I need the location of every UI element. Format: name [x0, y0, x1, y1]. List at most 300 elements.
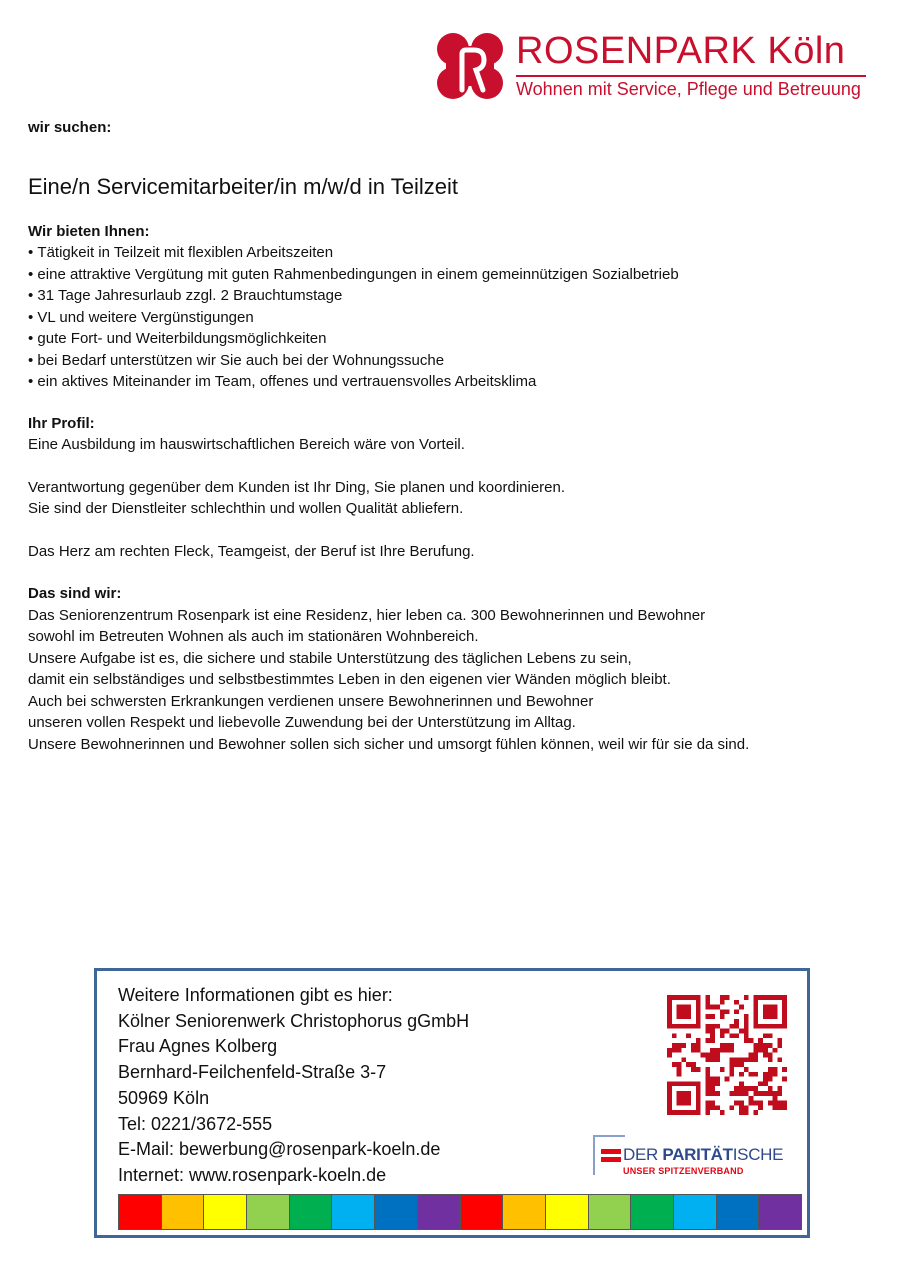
qr-module — [720, 995, 725, 1000]
qr-module — [734, 1024, 739, 1029]
qr-module — [753, 1043, 758, 1048]
qr-module — [696, 1038, 701, 1043]
contact-organization: Kölner Seniorenwerk Christophorus gGmbH — [118, 1010, 470, 1031]
qr-module — [734, 1009, 739, 1014]
qr-module — [677, 1101, 682, 1106]
qr-module — [749, 1086, 754, 1091]
qr-module — [677, 1062, 682, 1067]
qr-module — [777, 1105, 782, 1110]
qr-module — [705, 1005, 710, 1010]
qr-module — [696, 1091, 701, 1096]
qr-module — [667, 1081, 672, 1086]
qr-module — [773, 1096, 778, 1101]
paritaet-name — [623, 1145, 783, 1165]
qr-module — [715, 1081, 720, 1086]
qr-module — [744, 1033, 749, 1038]
rainbow-swatch — [332, 1195, 375, 1229]
qr-module — [720, 1014, 725, 1019]
qr-code-icon[interactable] — [667, 995, 787, 1115]
qr-module — [739, 1072, 744, 1077]
paritaet-equals-icon — [601, 1157, 621, 1162]
qr-module — [753, 1057, 758, 1062]
offer-item: • VL und weitere Vergünstigungen — [28, 307, 878, 329]
qr-module — [773, 1005, 778, 1010]
qr-module — [677, 995, 682, 1000]
qr-module — [729, 1091, 734, 1096]
qr-module — [768, 1067, 773, 1072]
profile-text: Sie sind der Dienstleiter schlechthin und wollen Qualität abliefern. — [28, 500, 464, 517]
qr-module — [768, 1072, 773, 1077]
qr-module — [667, 1009, 672, 1014]
qr-module — [773, 1067, 778, 1072]
qr-module — [705, 1091, 710, 1096]
qr-module — [782, 1000, 787, 1005]
qr-module — [667, 1101, 672, 1106]
contact-intro: Weitere Informationen gibt es hier: — [118, 985, 393, 1005]
qr-module — [749, 1053, 754, 1058]
qr-module — [686, 1009, 691, 1014]
qr-module — [734, 1101, 739, 1106]
qr-module — [763, 1009, 768, 1014]
qr-module — [763, 1072, 768, 1077]
qr-module — [725, 1043, 730, 1048]
contact-street: Bernhard-Feilchenfeld-Straße 3-7 — [118, 1062, 387, 1083]
qr-module — [686, 1081, 691, 1086]
qr-module — [763, 1033, 768, 1038]
contact-person: Frau Agnes Kolberg — [118, 1036, 278, 1057]
qr-module — [758, 1101, 763, 1106]
qr-module — [773, 1091, 778, 1096]
qr-module — [758, 1024, 763, 1029]
qr-module — [691, 995, 696, 1000]
qr-module — [753, 1086, 758, 1091]
qr-module — [753, 1110, 758, 1115]
qr-module — [696, 1009, 701, 1014]
qr-module — [696, 1086, 701, 1091]
offer-list — [28, 242, 878, 393]
qr-module — [763, 1005, 768, 1010]
qr-module — [681, 1081, 686, 1086]
qr-module — [777, 1024, 782, 1029]
qr-module — [744, 1067, 749, 1072]
rainbow-swatch — [290, 1195, 333, 1229]
qr-module — [777, 1086, 782, 1091]
qr-module — [768, 1101, 773, 1106]
qr-module — [729, 1043, 734, 1048]
qr-module — [677, 1096, 682, 1101]
qr-module — [729, 1033, 734, 1038]
qr-module — [705, 1067, 710, 1072]
qr-module — [667, 1005, 672, 1010]
qr-module — [744, 1019, 749, 1024]
qr-module — [782, 1024, 787, 1029]
qr-module — [768, 1009, 773, 1014]
contact-city: 50969 Köln — [118, 1087, 210, 1108]
qr-module — [753, 995, 758, 1000]
offer-item: • Tätigkeit in Teilzeit mit flexiblen Arbeitszeiten — [28, 242, 878, 264]
about-heading: Das sind wir: — [28, 585, 122, 602]
qr-module — [672, 995, 677, 1000]
qr-module — [705, 1038, 710, 1043]
qr-module — [729, 1062, 734, 1067]
qr-module — [672, 1062, 677, 1067]
qr-module — [677, 1043, 682, 1048]
qr-module — [782, 995, 787, 1000]
rainbow-swatch — [204, 1195, 247, 1229]
qr-module — [720, 1110, 725, 1115]
qr-module — [691, 1043, 696, 1048]
qr-module — [763, 995, 768, 1000]
qr-module — [768, 1005, 773, 1010]
qr-module — [696, 1105, 701, 1110]
qr-module — [782, 1105, 787, 1110]
qr-module — [763, 1014, 768, 1019]
contact-website[interactable]: Internet: www.rosenpark-koeln.de — [118, 1164, 387, 1185]
qr-module — [729, 1072, 734, 1077]
qr-module — [729, 1057, 734, 1062]
qr-module — [686, 1091, 691, 1096]
offer-item: • eine attraktive Vergütung mit guten Rahmenbedingungen in einem gemeinnützigen Sozialbetrieb — [28, 264, 878, 286]
qr-module — [763, 1053, 768, 1058]
qr-module — [715, 1048, 720, 1053]
qr-module — [710, 1081, 715, 1086]
qr-module — [753, 1009, 758, 1014]
qr-module — [681, 995, 686, 1000]
qr-module — [777, 1057, 782, 1062]
qr-module — [777, 1038, 782, 1043]
qr-module — [720, 1029, 725, 1034]
paritaet-name-bold: PARITÄT — [662, 1145, 733, 1164]
qr-module — [686, 1033, 691, 1038]
qr-module — [782, 1014, 787, 1019]
qr-module — [667, 1105, 672, 1110]
qr-module — [672, 1081, 677, 1086]
qr-module — [744, 995, 749, 1000]
profile-text: Das Herz am rechten Fleck, Teamgeist, der Beruf ist Ihre Berufung. — [28, 542, 475, 560]
qr-module — [705, 1072, 710, 1077]
qr-module — [725, 1029, 730, 1034]
qr-module — [681, 1101, 686, 1106]
qr-module — [749, 1057, 754, 1062]
rainbow-swatch — [418, 1195, 461, 1229]
qr-module — [739, 1062, 744, 1067]
rainbow-swatch — [674, 1195, 717, 1229]
qr-module — [758, 1105, 763, 1110]
profile-heading: Ihr Profil: — [28, 414, 95, 432]
rainbow-color-bar — [118, 1194, 802, 1230]
qr-module — [768, 1024, 773, 1029]
qr-module — [710, 1029, 715, 1034]
qr-module — [782, 1067, 787, 1072]
qr-module — [720, 1048, 725, 1053]
qr-module — [729, 1024, 734, 1029]
qr-module — [734, 1062, 739, 1067]
qr-module — [705, 1057, 710, 1062]
qr-module — [725, 1077, 730, 1082]
rainbow-swatch — [162, 1195, 205, 1229]
qr-module — [734, 1057, 739, 1062]
qr-module — [696, 1000, 701, 1005]
qr-module — [691, 1081, 696, 1086]
qr-module — [729, 1067, 734, 1072]
qr-module — [686, 1062, 691, 1067]
rainbow-swatch — [247, 1195, 290, 1229]
qr-module — [773, 1101, 778, 1106]
qr-module — [739, 1110, 744, 1115]
qr-module — [696, 995, 701, 1000]
about-text: Auch bei schwersten Erkrankungen verdienen unsere Bewohnerinnen und Bewohner — [28, 692, 594, 710]
qr-module — [710, 1005, 715, 1010]
qr-module — [705, 995, 710, 1000]
qr-module — [763, 1081, 768, 1086]
qr-module — [729, 1105, 734, 1110]
qr-module — [677, 1067, 682, 1072]
qr-module — [686, 1101, 691, 1106]
rosenpark-r-flower-icon — [436, 32, 504, 100]
qr-module — [667, 1000, 672, 1005]
qr-module — [696, 1110, 701, 1115]
rainbow-swatch — [717, 1195, 760, 1229]
qr-module — [734, 1000, 739, 1005]
paritaet-name-prefix: DER — [623, 1145, 663, 1164]
about-text: Das Seniorenzentrum Rosenpark ist eine Residenz, hier leben ca. 300 Bewohnerinnen und Bewohner — [28, 606, 706, 624]
qr-module — [715, 1053, 720, 1058]
rainbow-swatch — [503, 1195, 546, 1229]
qr-module — [705, 1000, 710, 1005]
qr-module — [773, 1014, 778, 1019]
qr-module — [696, 1067, 701, 1072]
contact-email[interactable]: E-Mail: bewerbung@rosenpark-koeln.de — [118, 1139, 441, 1160]
qr-module — [777, 1043, 782, 1048]
qr-module — [696, 1024, 701, 1029]
qr-module — [777, 995, 782, 1000]
qr-module — [715, 1077, 720, 1082]
intro-label: wir suchen: — [28, 119, 112, 136]
qr-module — [691, 1110, 696, 1115]
qr-module — [686, 1024, 691, 1029]
qr-module — [744, 1014, 749, 1019]
qr-module — [749, 1072, 754, 1077]
qr-module — [681, 1043, 686, 1048]
qr-module — [715, 1005, 720, 1010]
qr-module — [773, 1048, 778, 1053]
qr-module — [744, 1029, 749, 1034]
qr-module — [710, 1077, 715, 1082]
qr-module — [672, 1048, 677, 1053]
offer-heading: Wir bieten Ihnen: — [28, 222, 150, 240]
qr-module — [672, 1033, 677, 1038]
qr-module — [705, 1053, 710, 1058]
qr-module — [677, 1081, 682, 1086]
qr-module — [729, 1048, 734, 1053]
contact-details — [118, 983, 469, 1189]
qr-module — [667, 1014, 672, 1019]
qr-module — [705, 1105, 710, 1110]
qr-module — [677, 1110, 682, 1115]
qr-module — [763, 1024, 768, 1029]
about-text: damit ein selbständiges und selbstbestimmtes Leben in den eigenen vier Wänden möglich bleibt. — [28, 671, 671, 688]
qr-module — [705, 1101, 710, 1106]
offer-item: • gute Fort- und Weiterbildungsmöglichkeiten — [28, 328, 878, 350]
qr-module — [667, 1086, 672, 1091]
qr-module — [768, 1043, 773, 1048]
qr-module — [753, 1024, 758, 1029]
qr-module — [749, 1096, 754, 1101]
rosenpark-logo — [436, 32, 868, 102]
qr-module — [744, 1105, 749, 1110]
qr-module — [782, 1005, 787, 1010]
qr-module — [710, 1091, 715, 1096]
qr-module — [758, 1081, 763, 1086]
qr-module — [710, 1024, 715, 1029]
qr-module — [710, 1038, 715, 1043]
paritaet-equals-icon — [601, 1149, 621, 1154]
qr-module — [715, 1024, 720, 1029]
qr-module — [677, 1048, 682, 1053]
qr-module — [672, 1110, 677, 1115]
qr-module — [758, 1043, 763, 1048]
qr-module — [710, 1057, 715, 1062]
rainbow-swatch — [375, 1195, 418, 1229]
qr-module — [753, 1072, 758, 1077]
qr-module — [739, 1101, 744, 1106]
about-text: unseren vollen Respekt und liebevolle Zuwendung bei der Unterstützung im Alltag. — [28, 714, 576, 731]
qr-module — [768, 1091, 773, 1096]
qr-module — [715, 1091, 720, 1096]
qr-module — [691, 1067, 696, 1072]
brand-divider — [516, 75, 866, 77]
qr-module — [677, 1024, 682, 1029]
qr-module — [720, 1043, 725, 1048]
qr-module — [773, 1009, 778, 1014]
qr-module — [677, 1014, 682, 1019]
qr-module — [782, 1009, 787, 1014]
contact-phone[interactable]: Tel: 0221/3672-555 — [118, 1113, 273, 1134]
qr-module — [739, 1057, 744, 1062]
qr-module — [768, 1014, 773, 1019]
qr-module — [777, 1101, 782, 1106]
qr-module — [739, 1086, 744, 1091]
paritaet-name-suffix: ISCHE — [732, 1145, 784, 1164]
qr-module — [720, 1000, 725, 1005]
qr-module — [744, 1091, 749, 1096]
qr-module — [734, 1091, 739, 1096]
rainbow-swatch — [461, 1195, 504, 1229]
qr-module — [763, 1043, 768, 1048]
offer-item: • 31 Tage Jahresurlaub zzgl. 2 Brauchtumstage — [28, 285, 878, 307]
qr-module — [739, 1005, 744, 1010]
qr-module — [681, 1009, 686, 1014]
paritaet-tagline: UNSER SPITZENVERBAND — [623, 1166, 744, 1176]
qr-module — [753, 1091, 758, 1096]
qr-module — [725, 995, 730, 1000]
qr-module — [696, 1019, 701, 1024]
qr-module — [681, 1110, 686, 1115]
rainbow-swatch — [589, 1195, 632, 1229]
rainbow-swatch — [759, 1195, 801, 1229]
qr-module — [681, 1005, 686, 1010]
qr-module — [753, 1053, 758, 1058]
qr-module — [758, 1048, 763, 1053]
qr-module — [753, 1048, 758, 1053]
qr-module — [763, 1077, 768, 1082]
qr-module — [720, 1009, 725, 1014]
offer-item: • bei Bedarf unterstützen wir Sie auch bei der Wohnungssuche — [28, 350, 878, 372]
qr-module — [696, 1096, 701, 1101]
qr-module — [758, 1091, 763, 1096]
qr-module — [705, 1086, 710, 1091]
spacer — [28, 456, 878, 477]
qr-module — [672, 1024, 677, 1029]
qr-module — [681, 1091, 686, 1096]
qr-module — [705, 1024, 710, 1029]
about-text: Unsere Bewohnerinnen und Bewohner sollen sich sicher und umsorgt fühlen können, weil wir für sie da sind. — [28, 735, 750, 753]
qr-module — [725, 1048, 730, 1053]
contact-box — [94, 968, 810, 1238]
qr-module — [768, 1057, 773, 1062]
qr-module — [691, 1062, 696, 1067]
qr-module — [696, 1081, 701, 1086]
qr-module — [777, 1091, 782, 1096]
qr-module — [667, 1091, 672, 1096]
qr-module — [681, 1096, 686, 1101]
qr-module — [667, 1048, 672, 1053]
qr-module — [677, 1009, 682, 1014]
spacer — [28, 562, 878, 583]
qr-module — [782, 1101, 787, 1106]
qr-module — [720, 1033, 725, 1038]
profile-text: Eine Ausbildung im hauswirtschaftlichen Bereich wäre von Vorteil. — [28, 436, 465, 453]
qr-module — [677, 1091, 682, 1096]
qr-module — [768, 1053, 773, 1058]
qr-module — [667, 1024, 672, 1029]
qr-module — [744, 1057, 749, 1062]
qr-module — [753, 1000, 758, 1005]
qr-module — [753, 1101, 758, 1106]
job-title: Eine/n Servicemitarbeiter/in m/w/d in Teilzeit — [28, 173, 458, 199]
qr-module — [744, 1086, 749, 1091]
qr-module — [734, 1086, 739, 1091]
qr-module — [677, 1072, 682, 1077]
qr-module — [681, 1024, 686, 1029]
qr-module — [715, 1105, 720, 1110]
qr-module — [773, 1105, 778, 1110]
qr-module — [739, 1105, 744, 1110]
qr-module — [696, 1048, 701, 1053]
qr-module — [681, 1057, 686, 1062]
qr-module — [768, 1077, 773, 1082]
qr-module — [744, 1110, 749, 1115]
qr-module — [773, 995, 778, 1000]
qr-module — [734, 1033, 739, 1038]
qr-module — [710, 1053, 715, 1058]
qr-module — [705, 1029, 710, 1034]
qr-module — [782, 1077, 787, 1082]
qr-module — [758, 1038, 763, 1043]
qr-module — [753, 1005, 758, 1010]
qr-module — [768, 1033, 773, 1038]
qr-module — [749, 1101, 754, 1106]
qr-module — [710, 1033, 715, 1038]
about-text: Unsere Aufgabe ist es, die sichere und stabile Unterstützung des täglichen Lebens zu sein, — [28, 649, 632, 667]
qr-module — [758, 995, 763, 1000]
qr-module — [710, 1101, 715, 1106]
qr-module — [782, 1019, 787, 1024]
qr-module — [667, 995, 672, 1000]
paritaet-logo — [593, 1135, 793, 1183]
qr-module — [739, 1029, 744, 1034]
qr-module — [705, 1110, 710, 1115]
